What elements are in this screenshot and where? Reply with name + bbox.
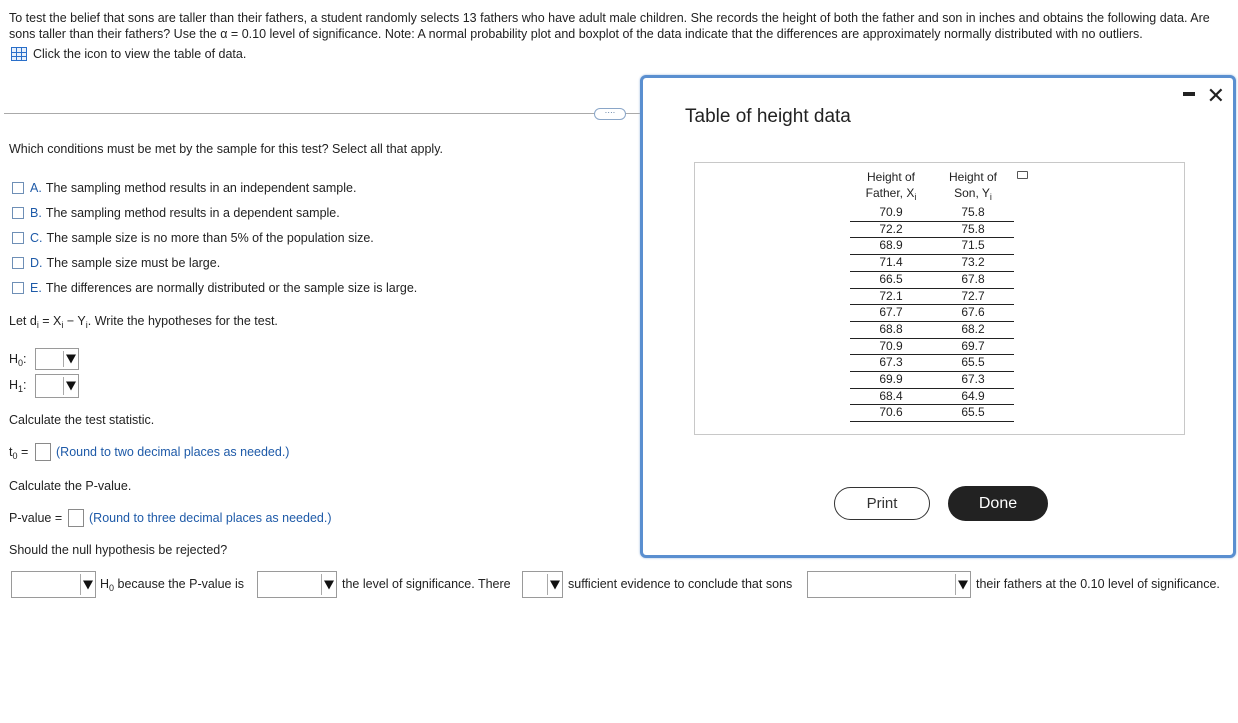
- father-height: 72.1: [850, 288, 932, 305]
- h0-label: [9, 352, 27, 368]
- t-sub: 0: [12, 451, 18, 461]
- option-d-text: The sample size must be large.: [46, 256, 221, 270]
- col-son-line1: Height of: [948, 170, 998, 184]
- minimize-icon[interactable]: [1183, 92, 1195, 96]
- t0-label: [9, 445, 28, 461]
- hypotheses-prompt: [9, 314, 278, 330]
- because-text: because the P-value is: [114, 577, 244, 591]
- eq-x: = X: [38, 314, 62, 328]
- h1-colon: :: [23, 378, 27, 392]
- h0-because: [100, 577, 244, 593]
- father-height: 68.8: [850, 321, 932, 338]
- checkbox-e[interactable]: [12, 282, 24, 294]
- sufficient-text: sufficient evidence to conclude that sons: [568, 577, 793, 591]
- data-table-container: [694, 162, 1185, 435]
- pvalue-hint: (Round to three decimal places as needed.): [89, 511, 332, 525]
- reject-dropdown-chevron[interactable]: [80, 574, 94, 595]
- table-row: [850, 288, 1014, 305]
- option-c[interactable]: [12, 231, 374, 245]
- view-table-label[interactable]: Click the icon to view the table of data.: [33, 47, 247, 61]
- father-height: 70.6: [850, 405, 932, 422]
- option-d-letter: D.: [30, 256, 43, 270]
- father-height: 71.4: [850, 255, 932, 272]
- option-d[interactable]: [12, 256, 220, 270]
- copy-icon[interactable]: [1017, 171, 1028, 179]
- pvalue-input[interactable]: [68, 509, 84, 527]
- sub-i: i: [85, 320, 88, 330]
- height-data-table: [850, 167, 1014, 422]
- pvalue-prefix: P-value =: [9, 511, 63, 525]
- problem-intro: To test the belief that sons are taller than their fathers, a student randomly selects 13 fathers who have adult male children. She records the height of both the father and son in inches and obtains the following data. Are sons taller than their fathers? Use the α = 0.10 level of significance. Note: A normal probability plot and boxplot of the data indicate that the differences are approximately normally distributed with no outliers.: [9, 11, 1210, 41]
- col-father-line1: Height of: [866, 170, 916, 184]
- option-e-letter: E.: [30, 281, 42, 295]
- col-father-header: [850, 167, 932, 205]
- table-row: [850, 355, 1014, 372]
- reject-h-sub: 0: [109, 583, 115, 593]
- level-text: the level of significance. There: [342, 577, 511, 591]
- test-stat-label: Calculate the test statistic.: [9, 413, 155, 427]
- son-height: 69.7: [932, 338, 1014, 355]
- sub-i: i: [989, 192, 992, 202]
- h0-colon: :: [23, 352, 27, 366]
- table-modal: [640, 75, 1236, 558]
- son-height: 75.8: [932, 221, 1014, 238]
- option-e[interactable]: [12, 281, 417, 295]
- table-row: [850, 321, 1014, 338]
- conclusion-dropdown[interactable]: [807, 571, 971, 598]
- col-son-header: [932, 167, 1014, 205]
- t: t: [9, 445, 13, 459]
- sub-i: i: [914, 192, 917, 202]
- option-b-text: The sampling method results in a dependent sample.: [45, 206, 340, 220]
- son-height: 68.2: [932, 321, 1014, 338]
- table-row: [850, 271, 1014, 288]
- table-icon[interactable]: [11, 47, 27, 61]
- pvalue-label: Calculate the P-value.: [9, 479, 132, 493]
- h0-sub: 0: [18, 358, 24, 368]
- table-row: [850, 238, 1014, 255]
- t-eq: =: [17, 445, 29, 459]
- chevron-down-icon: [324, 580, 334, 589]
- divider: [4, 113, 640, 114]
- table-row: [850, 372, 1014, 389]
- father-height: 72.2: [850, 221, 932, 238]
- reject-h: H: [100, 577, 110, 591]
- close-icon[interactable]: ✕: [1206, 83, 1225, 108]
- let-d: Let d: [9, 314, 37, 328]
- father-height: 66.5: [850, 271, 932, 288]
- option-a-text: The sampling method results in an independent sample.: [45, 181, 357, 195]
- father-height: 69.9: [850, 372, 932, 389]
- t0-hint: (Round to two decimal places as needed.): [56, 445, 290, 459]
- son-height: 67.8: [932, 271, 1014, 288]
- option-b-letter: B.: [30, 206, 42, 220]
- view-table-link[interactable]: [11, 47, 246, 61]
- son-height: 64.9: [932, 388, 1014, 405]
- option-c-text: The sample size is no more than 5% of the population size.: [46, 231, 374, 245]
- reject-question: Should the null hypothesis be rejected?: [9, 543, 228, 557]
- hyp-suffix: . Write the hypotheses for the test.: [87, 314, 278, 328]
- option-a[interactable]: [12, 181, 356, 195]
- modal-title: Table of height data: [685, 106, 851, 127]
- h0-dropdown[interactable]: [35, 348, 79, 370]
- tail-text: their fathers at the 0.10 level of significance.: [976, 577, 1220, 591]
- son-height: 67.6: [932, 305, 1014, 322]
- h1-label: [9, 378, 27, 394]
- option-e-text: The differences are normally distributed or the sample size is large.: [45, 281, 418, 295]
- chevron-down-icon: [66, 382, 76, 391]
- checkbox-d[interactable]: [12, 257, 24, 269]
- comparison-dropdown[interactable]: [257, 571, 337, 598]
- son-height: 67.3: [932, 372, 1014, 389]
- conclusion-dropdown-chevron[interactable]: [955, 574, 969, 595]
- checkbox-b[interactable]: [12, 207, 24, 219]
- option-a-letter: A.: [30, 181, 42, 195]
- more-button[interactable]: ····: [594, 108, 626, 120]
- father-height: 70.9: [850, 338, 932, 355]
- print-button[interactable]: Print: [834, 487, 930, 520]
- done-button[interactable]: Done: [948, 486, 1048, 521]
- col-son-line2: Son, Y: [954, 186, 990, 200]
- son-height: 73.2: [932, 255, 1014, 272]
- son-height: 75.8: [932, 205, 1014, 221]
- table-row: [850, 205, 1014, 221]
- h1-dropdown[interactable]: [35, 374, 79, 398]
- chevron-down-icon: [550, 580, 560, 589]
- reject-dropdown[interactable]: [11, 571, 96, 598]
- father-height: 67.7: [850, 305, 932, 322]
- h1-dropdown-chevron[interactable]: [63, 377, 77, 395]
- chevron-down-icon: [83, 580, 93, 589]
- t0-input[interactable]: [35, 443, 51, 461]
- evidence-dropdown[interactable]: [522, 571, 563, 598]
- father-height: 67.3: [850, 355, 932, 372]
- table-row: [850, 305, 1014, 322]
- son-height: 71.5: [932, 238, 1014, 255]
- sub-i: i: [61, 320, 64, 330]
- sub-i: i: [36, 320, 39, 330]
- father-height: 68.9: [850, 238, 932, 255]
- comparison-dropdown-chevron[interactable]: [321, 574, 335, 595]
- evidence-dropdown-chevron[interactable]: [547, 574, 561, 595]
- option-c-letter: C.: [30, 231, 43, 245]
- son-height: 72.7: [932, 288, 1014, 305]
- question-conditions: Which conditions must be met by the sample for this test? Select all that apply.: [9, 142, 444, 156]
- table-row: [850, 405, 1014, 422]
- h0-dropdown-chevron[interactable]: [63, 351, 77, 367]
- h1-sub: 1: [18, 384, 24, 394]
- son-height: 65.5: [932, 355, 1014, 372]
- table-row: [850, 338, 1014, 355]
- table-row: [850, 388, 1014, 405]
- h0-h: H: [9, 352, 19, 366]
- table-row: [850, 255, 1014, 272]
- son-height: 65.5: [932, 405, 1014, 422]
- h1-h: H: [9, 378, 19, 392]
- father-height: 68.4: [850, 388, 932, 405]
- col-father-line2: Father, X: [865, 186, 915, 200]
- table-row: [850, 221, 1014, 238]
- father-height: 70.9: [850, 205, 932, 221]
- checkbox-a[interactable]: [12, 182, 24, 194]
- chevron-down-icon: [66, 355, 76, 364]
- chevron-down-icon: [958, 580, 968, 589]
- option-b[interactable]: [12, 206, 340, 220]
- minus-y: − Y: [63, 314, 86, 328]
- checkbox-c[interactable]: [12, 232, 24, 244]
